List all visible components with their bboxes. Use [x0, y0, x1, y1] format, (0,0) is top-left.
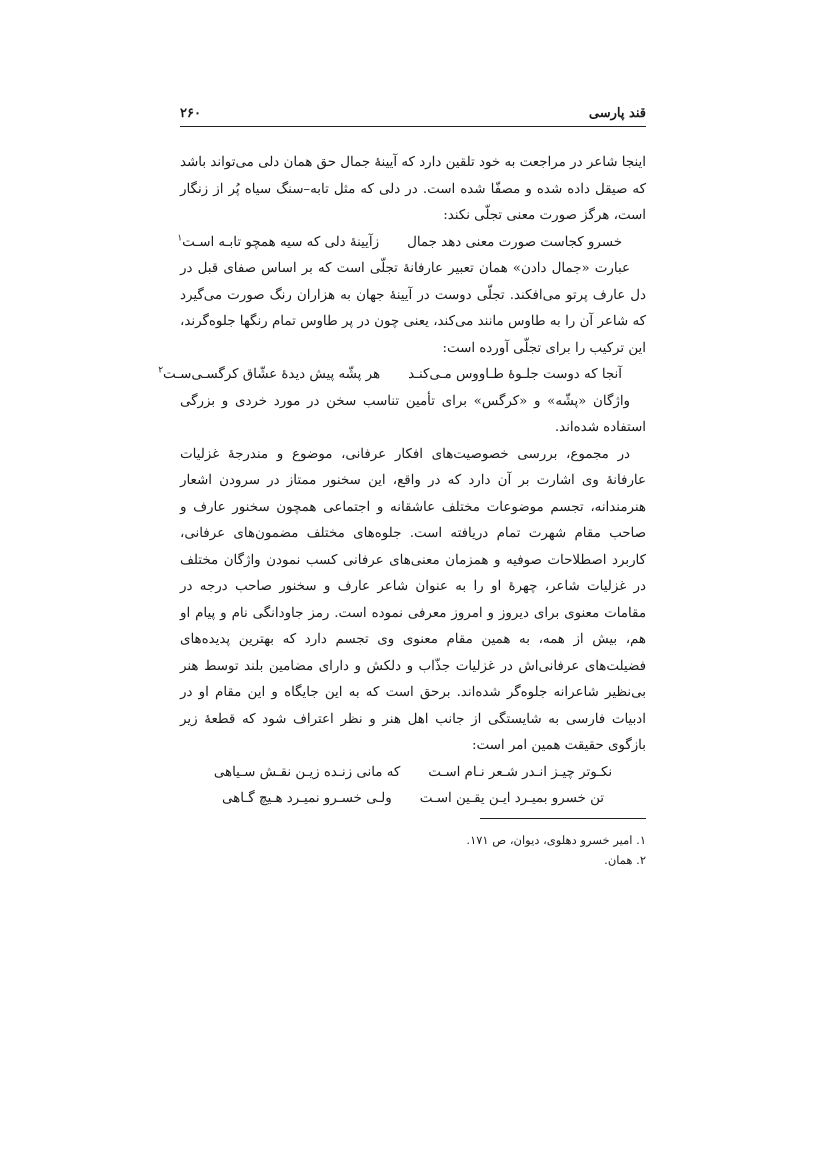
verse-4-first-hemistich: تن خسرو بمیـرد ایـن یقـین اسـت: [419, 791, 605, 806]
book-title: قند پارسی: [588, 106, 646, 121]
verse-4: [180, 786, 646, 813]
verse-3-first-hemistich: نکـوتر چیـز انـدر شـعر نـام اسـت: [428, 764, 613, 780]
paragraph-2: عبارت «جمال دادن» همان تعبیر عارفانهٔ تجلّی است که بر اساس صفای قبل در دل عارف پرتو می‌افکند. تجلّی دوست در آیینهٔ جهان به هزاران رنگ صورت می‌گیرد که شاعر آن را به طاوس مانند می‌کند، یعنی چون در پر طاوس تمام رنگها جلوه‌گرند، این ترکیب را برای تجلّی آورده است:: [180, 261, 646, 356]
footnote-ref-2[interactable]: ۲: [158, 365, 164, 376]
paragraph-3: واژگان «پشّه» و «کرگس» برای تأمین تناسب سخن در مورد خردی و بزرگی استفاده شده‌اند.: [180, 393, 646, 435]
verse-4-second-hemistich: ولـی خسـرو نمیـرد هـیچ گـاهی: [221, 791, 392, 806]
verse-1-second-text: زآیینهٔ دلی که سیه همچو تابـه اسـت: [182, 234, 380, 250]
footnote-2: ۲. همان.: [604, 853, 646, 867]
verse-3: [180, 760, 646, 787]
footnote-divider: [480, 818, 646, 819]
page-number: ۲۶۰: [180, 106, 201, 121]
verse-3-second-hemistich: که مانی زنـده زیـن نقـش سـیاهی: [213, 764, 401, 780]
footnotes: [346, 830, 646, 870]
footnote-ref-1[interactable]: ۱: [177, 233, 183, 244]
paragraph-1: اینجا شاعر در مراجعت به خود تلقین دارد که آیینهٔ جمال حق همان دلی می‌تواند باشد که صیقل داده شده و مصفّا شده است. در دلی که مثل تابه–سنگ سیاه پُر از زنگار است، هرگز صورت معنی تجلّی نکند:: [180, 155, 646, 223]
running-header: [180, 104, 646, 127]
paragraph-4: در مجموع، بررسی خصوصیت‌های افکار عرفانی، موضوع و مندرجهٔ غزلیات عارفانهٔ وی اشارت بر آن دارد که در واقع، این سخنور ممتاز در سرودن اشعار هنرمندانه، تجسم موضوعات مختلف عاشقانه و اجتماعی همچون سخنور عارف و صاحب مقام شهرت تمام دریافته است. جلوه‌های مختلف مضمون‌های عرفانی، کاربرد اصطلاحات صوفیه و همزمان معنی‌های عرفانی کسب نمودن واژگان مختلف در غزلیات شاعر، چهرهٔ او را به عنوان شاعر عارف و سخنور صاحب درجه در مقامات معنوی برای دیروز و امروز معرفی نموده است. رمز جاودانگی نام و پیام او هم، بیش از همه، به همین مقام معنوی وی تجسم دارد که بهترین پدیده‌های فضیلت‌های عرفانی‌اش در غزلیات جذّاب و دلکش و دارای مضامین بلند توسط هنر بی‌نظیر شاعرانه جلوه‌گر شده‌اند. برحق است که به این جایگاه و این مقام او در ادبیات فارسی به شایستگی از جانب اهل هنر و نظر اعتراف شود که قطعهٔ زیر بازگوی حقیقت همین امر است:: [180, 446, 646, 753]
verse-1-second-hemistich: [177, 230, 379, 257]
verse-1-first-hemistich: خسرو کجاست صورت معنی دهد جمال: [407, 234, 622, 250]
verse-2: [158, 362, 646, 389]
verse-2-second-hemistich: [158, 362, 380, 389]
footnote-1: ۱. امیر خسرو دهلوی، دیوان، ص ۱۷۱.: [466, 833, 646, 847]
verse-2-second-text: هر پشّه پیش دیدهٔ عشّاق کرگسـی‌سـت: [163, 367, 381, 382]
verse-2-first-hemistich: آنجا که دوست جلـوهٔ طـاووس مـی‌کنـد: [408, 367, 622, 382]
main-text: [158, 150, 646, 813]
verse-1: [177, 230, 646, 257]
